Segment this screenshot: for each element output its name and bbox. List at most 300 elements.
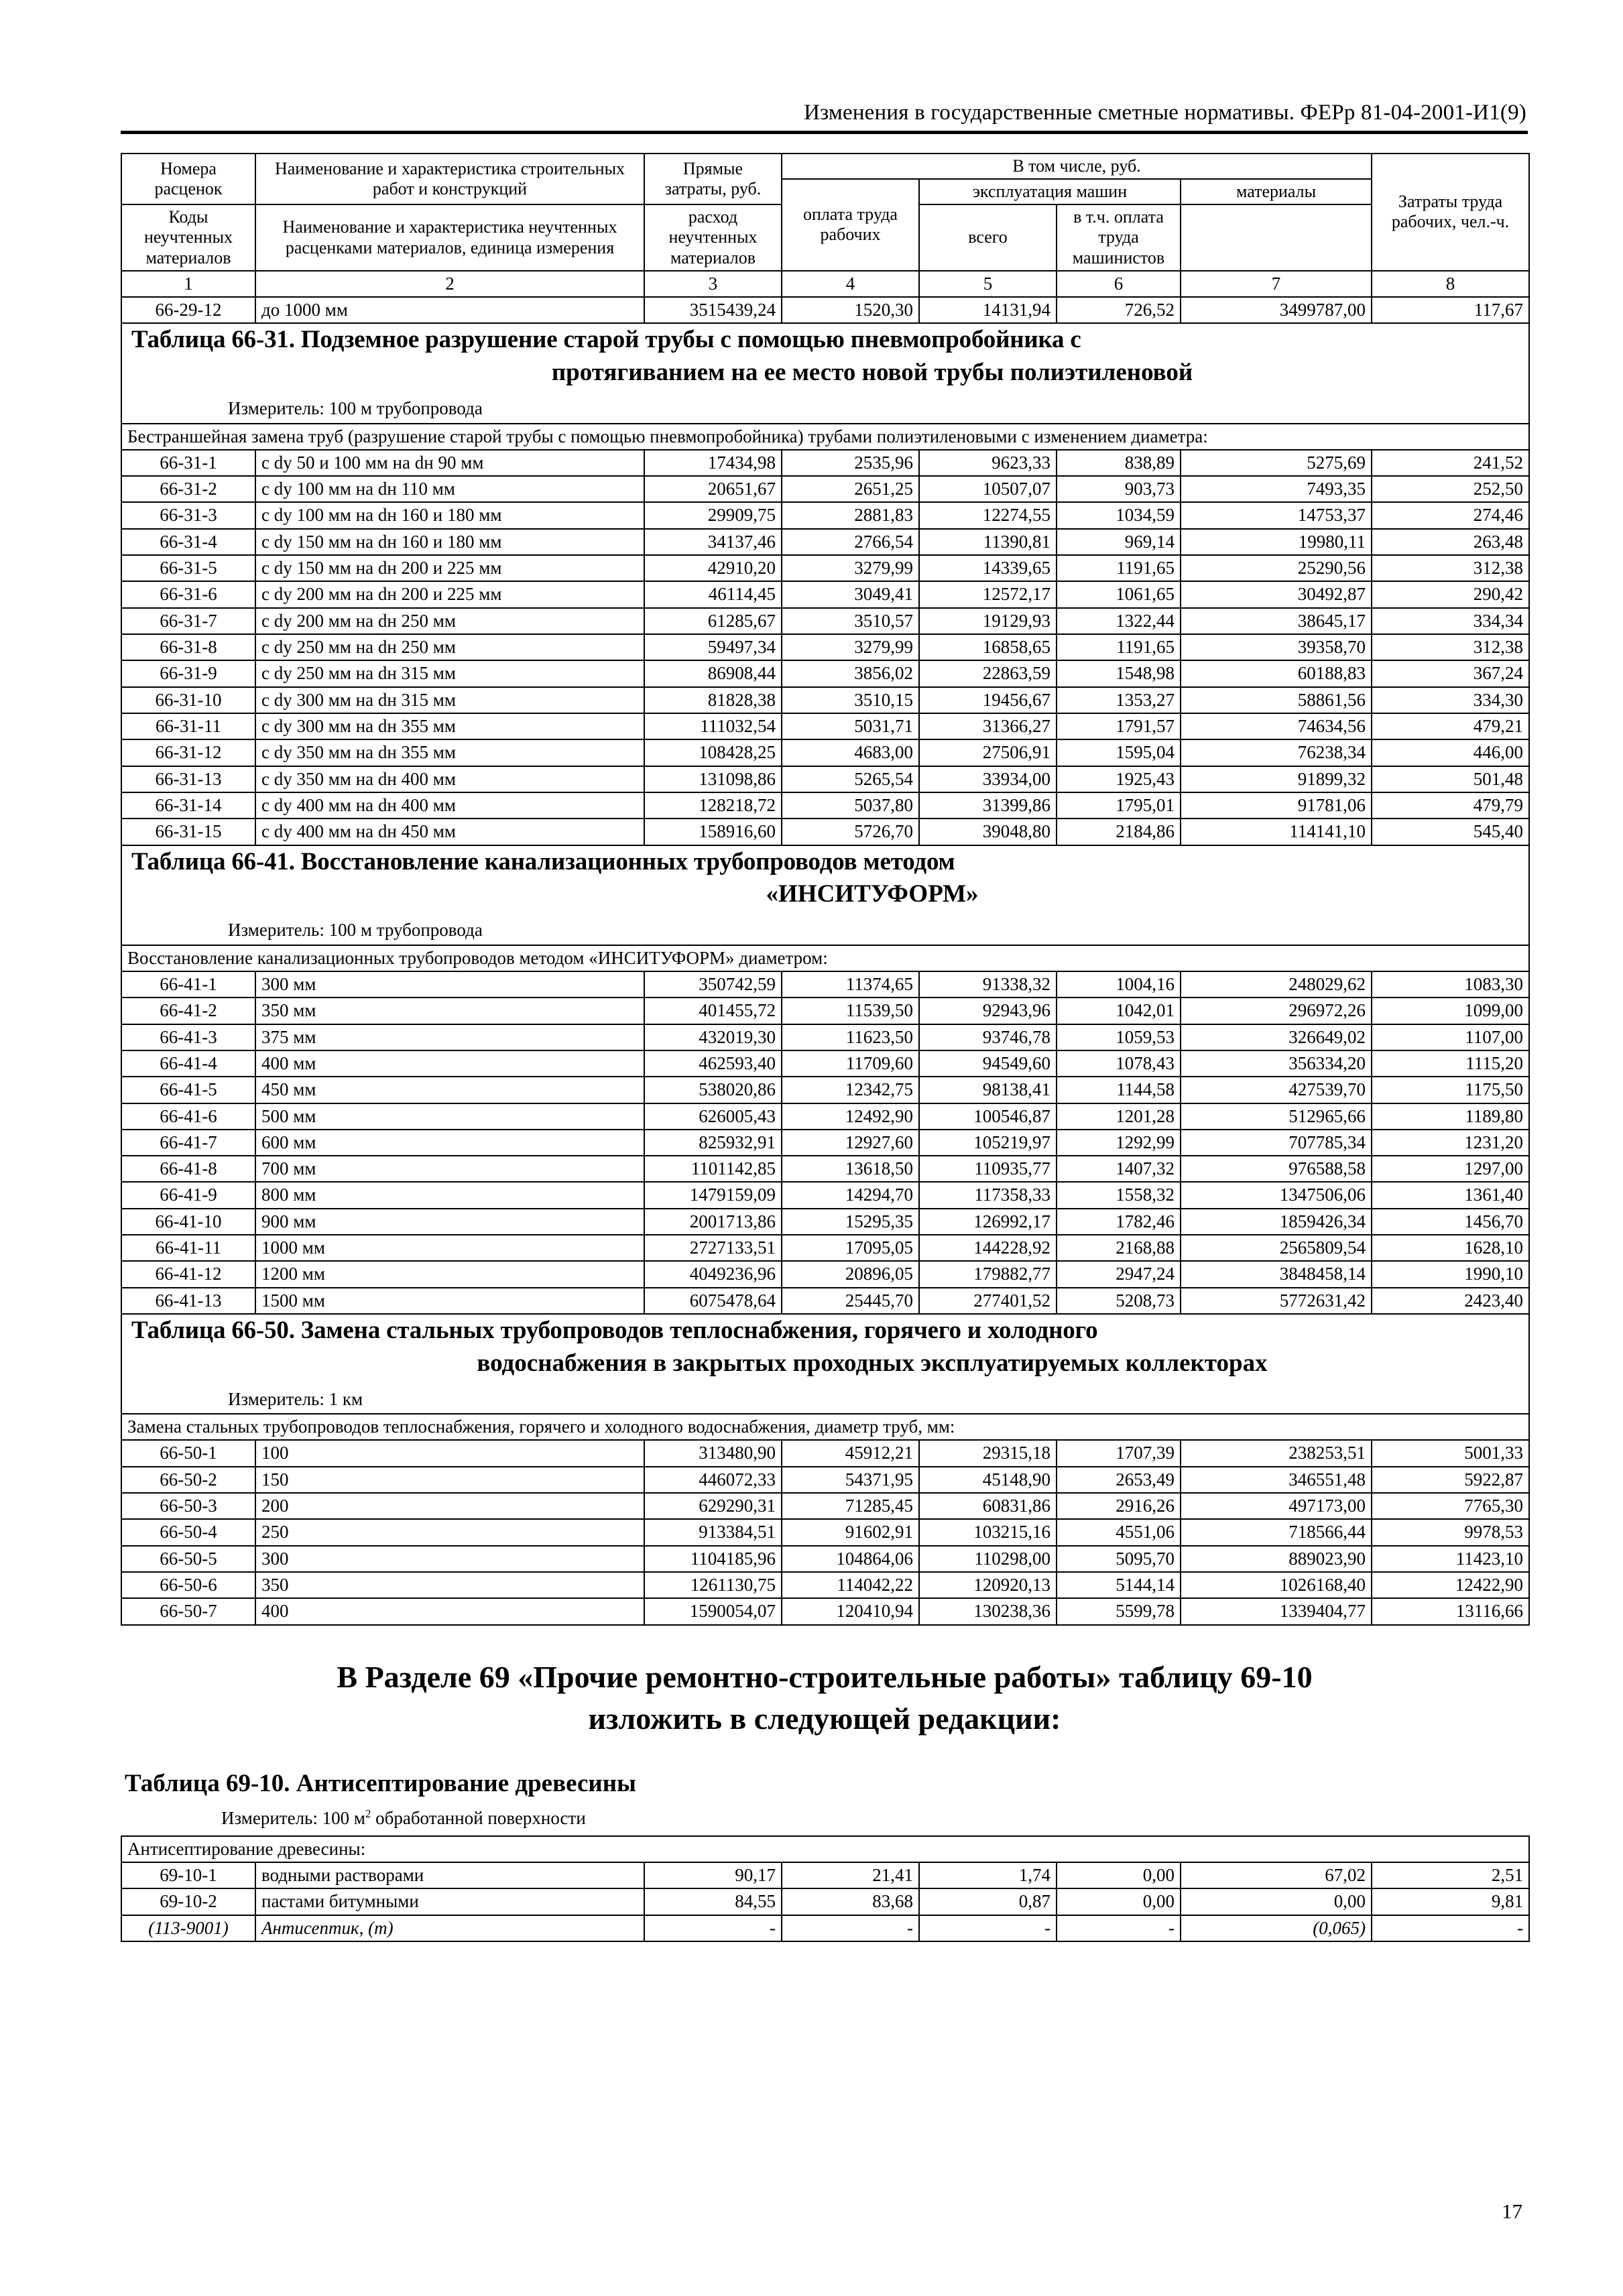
table-meter: Измеритель: 100 м трубопровода	[228, 920, 483, 941]
rate-value-v4: 3510,57	[782, 608, 919, 634]
rate-value-v5: 98138,41	[919, 1077, 1057, 1103]
table-row	[121, 1888, 1529, 1915]
rate-value-v3: 350742,59	[644, 971, 782, 998]
material-row	[121, 1915, 1529, 1941]
rate-value-v6: 969,14	[1057, 529, 1181, 555]
rate-value-v3: 1104185,96	[644, 1546, 782, 1572]
header-material-name: Наименование и характеристика неучтенных расценками материалов, единица измерения	[255, 204, 644, 270]
rate-value-v7: 91781,06	[1181, 792, 1372, 819]
rate-value-v6: 903,73	[1057, 476, 1181, 502]
rate-code: 66-41-9	[121, 1182, 255, 1208]
rate-value-v4: 3049,41	[782, 581, 919, 607]
rate-value-v8: 1083,30	[1372, 971, 1529, 998]
rate-value-v7: 3499787,00	[1181, 297, 1372, 323]
table-row	[121, 1261, 1529, 1287]
rate-value-v3: 90,17	[644, 1862, 782, 1888]
table-title-block	[121, 323, 1529, 423]
rate-value-v5: 10507,07	[919, 476, 1057, 502]
rate-value-v3: 86908,44	[644, 660, 782, 686]
rate-value-v7: 91899,32	[1181, 766, 1372, 792]
rate-description: с dy 200 мм на dн 200 и 225 мм	[255, 581, 644, 607]
rate-value-v5: 179882,77	[919, 1261, 1057, 1287]
rate-value-v4: 5031,71	[782, 713, 919, 739]
rate-value-v8: 1628,10	[1372, 1235, 1529, 1261]
rate-value-v4: 71285,45	[782, 1493, 919, 1519]
section-notice-line1: В Разделе 69 «Прочие ремонтно-строительные работы» таблицу 69-10	[337, 1659, 1313, 1694]
rate-value-v8: 1990,10	[1372, 1261, 1529, 1287]
rate-value-v8: 2,51	[1372, 1862, 1529, 1888]
rate-value-v7: 248029,62	[1181, 971, 1372, 998]
rate-value-v5: 92943,96	[919, 998, 1057, 1024]
rate-value-v8: 117,67	[1372, 297, 1529, 323]
rate-value-v7: 74634,56	[1181, 713, 1372, 739]
rate-value-v6: 2653,49	[1057, 1467, 1181, 1493]
rate-description: 800 мм	[255, 1182, 644, 1208]
table-row	[121, 555, 1529, 581]
table-title-line1: Таблица 66-50. Замена стальных трубопроводов теплоснабжения, горячего и холодного	[131, 1317, 1098, 1345]
rate-value-v8: 1297,00	[1372, 1156, 1529, 1182]
rate-value-v8: 1175,50	[1372, 1077, 1529, 1103]
rate-code: 66-50-5	[121, 1546, 255, 1572]
column-number-4: 4	[782, 271, 919, 297]
header-group-materials: материалы	[1181, 179, 1372, 204]
rate-value-v8: 9,81	[1372, 1888, 1529, 1915]
rate-value-v8: 2423,40	[1372, 1288, 1529, 1314]
rate-value-v5: 117358,33	[919, 1182, 1057, 1208]
rate-value-v5: 100546,87	[919, 1103, 1057, 1130]
rate-value-v3: 29909,75	[644, 502, 782, 528]
rate-value-v4: 17095,05	[782, 1235, 919, 1261]
rate-value-v5: 11390,81	[919, 529, 1057, 555]
rate-value-v5: 93746,78	[919, 1024, 1057, 1050]
rate-code: 66-50-4	[121, 1519, 255, 1545]
rate-value-v3: 432019,30	[644, 1024, 782, 1050]
rate-value-v6: 1407,32	[1057, 1156, 1181, 1182]
rate-value-v4: 3279,99	[782, 634, 919, 660]
column-number-6: 6	[1057, 271, 1181, 297]
rate-code: 66-31-11	[121, 713, 255, 739]
rate-value-v6: 1791,57	[1057, 713, 1181, 739]
rate-code: 66-31-8	[121, 634, 255, 660]
rate-value-v5: 126992,17	[919, 1209, 1057, 1235]
rate-value-v5: 144228,92	[919, 1235, 1057, 1261]
rate-code: 66-50-3	[121, 1493, 255, 1519]
rate-value-v5: 19456,67	[919, 687, 1057, 713]
rate-description: с dy 250 мм на dн 250 мм	[255, 634, 644, 660]
rate-value-v7: 1347506,06	[1181, 1182, 1372, 1208]
rate-value-v4: 4683,00	[782, 739, 919, 766]
rate-value-v6: 726,52	[1057, 297, 1181, 323]
material-value-v8: -	[1372, 1915, 1529, 1941]
rate-value-v7: 512965,66	[1181, 1103, 1372, 1130]
rate-value-v6: 1795,01	[1057, 792, 1181, 819]
material-code: (113-9001)	[121, 1915, 255, 1941]
table-row	[121, 998, 1529, 1024]
table-section-description: Замена стальных трубопроводов теплоснабжения, горячего и холодного водоснабжения, диаметр труб, мм:	[121, 1414, 1529, 1440]
rate-value-v8: 9978,53	[1372, 1519, 1529, 1545]
rate-description: с dy 350 мм на dн 400 мм	[255, 766, 644, 792]
rate-value-v6: 1004,16	[1057, 971, 1181, 998]
rate-value-v4: 11709,60	[782, 1050, 919, 1077]
table-row	[121, 713, 1529, 739]
rate-description: 350	[255, 1572, 644, 1598]
rate-value-v4: 3510,15	[782, 687, 919, 713]
rate-value-v4: 14294,70	[782, 1182, 919, 1208]
rate-value-v3: 2727133,51	[644, 1235, 782, 1261]
rate-value-v8: 312,38	[1372, 634, 1529, 660]
rate-code: 66-41-13	[121, 1288, 255, 1314]
rate-value-v7: 1859426,34	[1181, 1209, 1372, 1235]
rate-value-v5: 0,87	[919, 1888, 1057, 1915]
header-group-machines: эксплуатация машин	[919, 179, 1181, 204]
rate-value-v6: 1548,98	[1057, 660, 1181, 686]
rate-value-v6: 1782,46	[1057, 1209, 1181, 1235]
rate-value-v3: 6075478,64	[644, 1288, 782, 1314]
rate-value-v5: 16858,65	[919, 634, 1057, 660]
table-title-line2: «ИНСИТУФОРМ»	[766, 880, 979, 908]
rate-value-v6: 1042,01	[1057, 998, 1181, 1024]
rate-value-v8: 1456,70	[1372, 1209, 1529, 1235]
rate-value-v3: 4049236,96	[644, 1261, 782, 1287]
rate-value-v5: 19129,93	[919, 608, 1057, 634]
rate-value-v8: 290,42	[1372, 581, 1529, 607]
rate-value-v8: 1361,40	[1372, 1182, 1529, 1208]
table-row	[121, 450, 1529, 476]
rate-description: 700 мм	[255, 1156, 644, 1182]
table-row	[121, 1467, 1529, 1493]
rate-value-v6: 1925,43	[1057, 766, 1181, 792]
rate-value-v5: 9623,33	[919, 450, 1057, 476]
table-row	[121, 529, 1529, 555]
header-rule	[121, 131, 1528, 134]
rate-value-v3: 158916,60	[644, 819, 782, 845]
rate-code: 66-31-3	[121, 502, 255, 528]
rate-code: 66-41-11	[121, 1235, 255, 1261]
rate-value-v4: 83,68	[782, 1888, 919, 1915]
table-69-10-section-description: Антисептирование древесины:	[121, 1836, 1529, 1862]
rate-description: пастами битумными	[255, 1888, 644, 1915]
rate-value-v8: 479,79	[1372, 792, 1529, 819]
rate-value-v5: 120920,13	[919, 1572, 1057, 1598]
rate-value-v7: 67,02	[1181, 1862, 1372, 1888]
rate-value-v5: 12274,55	[919, 502, 1057, 528]
rate-value-v3: 1101142,85	[644, 1156, 782, 1182]
rate-value-v7: 1026168,40	[1181, 1572, 1372, 1598]
rate-value-v4: 1520,30	[782, 297, 919, 323]
rate-value-v8: 334,34	[1372, 608, 1529, 634]
rate-value-v5: 31399,86	[919, 792, 1057, 819]
rate-value-v8: 367,24	[1372, 660, 1529, 686]
rate-value-v4: 11539,50	[782, 998, 919, 1024]
rate-value-v7: 346551,48	[1181, 1467, 1372, 1493]
running-header: Изменения в государственные сметные нормативы. ФЕРр 81-04-2001-И1(9)	[804, 101, 1526, 125]
rate-value-v4: 2535,96	[782, 450, 919, 476]
rate-value-v6: 5144,14	[1057, 1572, 1181, 1598]
rate-value-v7: 14753,37	[1181, 502, 1372, 528]
table-69-10-meter: Измеритель: 100 $м^2$ обработанной поверхности	[221, 1807, 586, 1828]
table-row	[121, 739, 1529, 766]
rate-value-v5: 22863,59	[919, 660, 1057, 686]
table-row	[121, 608, 1529, 634]
rate-value-v8: 312,38	[1372, 555, 1529, 581]
rate-value-v5: 110935,77	[919, 1156, 1057, 1182]
rate-value-v7: 707785,34	[1181, 1130, 1372, 1156]
table-row	[121, 1024, 1529, 1050]
rate-value-v7: 58861,56	[1181, 687, 1372, 713]
rate-code: 66-31-2	[121, 476, 255, 502]
rate-description: 150	[255, 1467, 644, 1493]
rate-value-v4: 2881,83	[782, 502, 919, 528]
table-row	[121, 1546, 1529, 1572]
rate-value-v3: 84,55	[644, 1888, 782, 1915]
rate-value-v6: 5599,78	[1057, 1598, 1181, 1624]
rate-value-v3: 61285,67	[644, 608, 782, 634]
rate-value-v8: 446,00	[1372, 739, 1529, 766]
table-meter: Измеритель: 100 м трубопровода	[228, 398, 483, 419]
rate-value-v5: 1,74	[919, 1862, 1057, 1888]
header-labor-costs: Затраты труда рабочих, чел.-ч.	[1372, 154, 1529, 271]
rate-value-v6: 5208,73	[1057, 1288, 1181, 1314]
rate-value-v3: 20651,67	[644, 476, 782, 502]
norms-table	[121, 153, 1530, 1626]
rate-value-v7: 296972,26	[1181, 998, 1372, 1024]
rate-description: с dy 400 мм на dн 400 мм	[255, 792, 644, 819]
rate-value-v7: 7493,35	[1181, 476, 1372, 502]
material-value-v6: -	[1057, 1915, 1181, 1941]
rate-value-v6: 1558,32	[1057, 1182, 1181, 1208]
rate-value-v4: 104864,06	[782, 1546, 919, 1572]
table-title-block	[121, 1314, 1529, 1414]
rate-code: 66-41-7	[121, 1130, 255, 1156]
rate-value-v8: 1231,20	[1372, 1130, 1529, 1156]
header-material-codes: Коды неучтенных материалов	[121, 204, 255, 270]
section-notice-line2: изложить в следующей редакции:	[588, 1701, 1061, 1736]
rate-value-v7: 718566,44	[1181, 1519, 1372, 1545]
rate-value-v4: 114042,22	[782, 1572, 919, 1598]
rate-value-v3: 128218,72	[644, 792, 782, 819]
rate-code: 66-31-1	[121, 450, 255, 476]
rate-value-v7: 0,00	[1181, 1888, 1372, 1915]
rate-value-v5: 103215,16	[919, 1519, 1057, 1545]
rate-value-v3: 42910,20	[644, 555, 782, 581]
column-number-3: 3	[644, 271, 782, 297]
rate-value-v7: 238253,51	[1181, 1440, 1372, 1466]
rate-description: 200	[255, 1493, 644, 1519]
rate-value-v8: 1107,00	[1372, 1024, 1529, 1050]
table-row	[121, 1519, 1529, 1545]
rate-code: 66-41-10	[121, 1209, 255, 1235]
rate-code: 66-41-1	[121, 971, 255, 998]
table-title-line2: протягиванием на ее место новой трубы полиэтиленовой	[551, 359, 1193, 387]
table-row	[121, 502, 1529, 528]
rate-description: 600 мм	[255, 1130, 644, 1156]
table-section-description: Восстановление канализационных трубопроводов методом «ИНСИТУФОРМ» диаметром:	[121, 945, 1529, 971]
rate-value-v7: 60188,83	[1181, 660, 1372, 686]
table-section-description: Бестраншейная замена труб (разрушение старой трубы с помощью пневмопробойника) трубами полиэтиленовыми с изменением диаметра:	[121, 424, 1529, 450]
rate-code: 66-31-10	[121, 687, 255, 713]
rate-value-v7: 497173,00	[1181, 1493, 1372, 1519]
rate-code: 66-41-8	[121, 1156, 255, 1182]
rate-value-v6: 1059,53	[1057, 1024, 1181, 1050]
rate-value-v4: 12492,90	[782, 1103, 919, 1130]
rate-value-v8: 274,46	[1372, 502, 1529, 528]
rate-description: 250	[255, 1519, 644, 1545]
rate-description: 900 мм	[255, 1209, 644, 1235]
header-machines-total: всего	[919, 204, 1057, 270]
rate-code: 66-50-7	[121, 1598, 255, 1624]
rate-code: 66-41-3	[121, 1024, 255, 1050]
rate-description: 1000 мм	[255, 1235, 644, 1261]
table-row	[121, 660, 1529, 686]
rate-value-v5: 277401,52	[919, 1288, 1057, 1314]
rate-value-v8: 5001,33	[1372, 1440, 1529, 1466]
rate-value-v5: 39048,80	[919, 819, 1057, 845]
rate-description: 500 мм	[255, 1103, 644, 1130]
rate-value-v5: 27506,91	[919, 739, 1057, 766]
rate-value-v8: 479,21	[1372, 713, 1529, 739]
column-number-7: 7	[1181, 271, 1372, 297]
rate-value-v3: 538020,86	[644, 1077, 782, 1103]
rate-value-v6: 1078,43	[1057, 1050, 1181, 1077]
rate-value-v8: 252,50	[1372, 476, 1529, 502]
rate-value-v4: 91602,91	[782, 1519, 919, 1545]
rate-value-v6: 2916,26	[1057, 1493, 1181, 1519]
rate-description: с dy 150 мм на dн 160 и 180 мм	[255, 529, 644, 555]
rate-value-v6: 1201,28	[1057, 1103, 1181, 1130]
rate-code: 66-31-4	[121, 529, 255, 555]
rate-value-v4: 12342,75	[782, 1077, 919, 1103]
rate-value-v7: 39358,70	[1181, 634, 1372, 660]
rate-value-v7: 427539,70	[1181, 1077, 1372, 1103]
header-unaccounted-materials: расход неучтенных материалов	[644, 204, 782, 270]
rate-value-v6: 2184,86	[1057, 819, 1181, 845]
rate-value-v6: 1322,44	[1057, 608, 1181, 634]
rate-value-v7: 356334,20	[1181, 1050, 1372, 1077]
rate-code: 66-41-2	[121, 998, 255, 1024]
meter-superscript: 2	[365, 1807, 371, 1820]
material-name: Антисептик, (т)	[255, 1915, 644, 1941]
rate-code: 66-29-12	[121, 297, 255, 323]
rate-value-v6: 1707,39	[1057, 1440, 1181, 1466]
rate-value-v8: 1189,80	[1372, 1103, 1529, 1130]
rate-value-v4: 3856,02	[782, 660, 919, 686]
table-row	[121, 1440, 1529, 1466]
table-row	[121, 1156, 1529, 1182]
rate-code: 66-31-5	[121, 555, 255, 581]
rate-value-v7: 3848458,14	[1181, 1261, 1372, 1287]
rate-code: 66-31-9	[121, 660, 255, 686]
rate-description: с dy 350 мм на dн 355 мм	[255, 739, 644, 766]
rate-value-v5: 14339,65	[919, 555, 1057, 581]
rate-code: 66-50-2	[121, 1467, 255, 1493]
rate-value-v8: 13116,66	[1372, 1598, 1529, 1624]
rate-value-v5: 60831,86	[919, 1493, 1057, 1519]
rate-code: 66-31-6	[121, 581, 255, 607]
material-value-v3: -	[644, 1915, 782, 1941]
rate-value-v3: 108428,25	[644, 739, 782, 766]
rate-value-v8: 334,30	[1372, 687, 1529, 713]
table-row	[121, 766, 1529, 792]
rate-description: с dy 250 мм на dн 315 мм	[255, 660, 644, 686]
rate-value-v7: 889023,90	[1181, 1546, 1372, 1572]
rate-value-v3: 1590054,07	[644, 1598, 782, 1624]
rate-value-v8: 12422,90	[1372, 1572, 1529, 1598]
rate-value-v5: 12572,17	[919, 581, 1057, 607]
table-row	[121, 1077, 1529, 1103]
rate-description: 100	[255, 1440, 644, 1466]
rate-value-v6: 1191,65	[1057, 634, 1181, 660]
rate-value-v5: 94549,60	[919, 1050, 1057, 1077]
rate-value-v5: 105219,97	[919, 1130, 1057, 1156]
rate-value-v3: 131098,86	[644, 766, 782, 792]
table-row	[121, 1209, 1529, 1235]
rate-description: с dy 300 мм на dн 315 мм	[255, 687, 644, 713]
rate-value-v3: 446072,33	[644, 1467, 782, 1493]
rate-value-v8: 241,52	[1372, 450, 1529, 476]
rate-value-v5: 33934,00	[919, 766, 1057, 792]
table-title-line2: водоснабжения в закрытых проходных эксплуатируемых коллекторах	[477, 1349, 1268, 1377]
rate-value-v4: 54371,95	[782, 1467, 919, 1493]
rate-value-v3: 3515439,24	[644, 297, 782, 323]
rate-value-v8: 5922,87	[1372, 1467, 1529, 1493]
column-number-1: 1	[121, 271, 255, 297]
rate-value-v6: 1353,27	[1057, 687, 1181, 713]
column-number-5: 5	[919, 271, 1057, 297]
rate-description: 375 мм	[255, 1024, 644, 1050]
rate-value-v3: 17434,98	[644, 450, 782, 476]
rate-value-v4: 5265,54	[782, 766, 919, 792]
page-number: 17	[1502, 2199, 1522, 2223]
rate-code: 66-41-6	[121, 1103, 255, 1130]
table-row	[121, 476, 1529, 502]
rate-description: 1200 мм	[255, 1261, 644, 1287]
rate-value-v8: 1115,20	[1372, 1050, 1529, 1077]
table-row	[121, 1598, 1529, 1624]
rate-description: с dy 50 и 100 мм на dн 90 мм	[255, 450, 644, 476]
table-title-line1: Таблица 66-31. Подземное разрушение старой трубы с помощью пневмопробойника с	[131, 326, 1081, 354]
rate-description: 400 мм	[255, 1050, 644, 1077]
rate-code: 66-31-7	[121, 608, 255, 634]
table-row	[121, 634, 1529, 660]
rate-value-v6: 838,89	[1057, 450, 1181, 476]
rate-description: с dy 200 мм на dн 250 мм	[255, 608, 644, 634]
rate-code: 66-31-13	[121, 766, 255, 792]
material-value-v4: -	[782, 1915, 919, 1941]
table-row	[121, 1103, 1529, 1130]
rate-value-v7: 25290,56	[1181, 555, 1372, 581]
rate-value-v6: 1061,65	[1057, 581, 1181, 607]
rate-value-v4: 12927,60	[782, 1130, 919, 1156]
rate-value-v6: 1034,59	[1057, 502, 1181, 528]
column-number-8: 8	[1372, 271, 1529, 297]
rate-description: с dy 150 мм на dн 200 и 225 мм	[255, 555, 644, 581]
header-group-including: В том числе, руб.	[782, 154, 1372, 179]
rate-value-v6: 1292,99	[1057, 1130, 1181, 1156]
rate-code: 69-10-1	[121, 1862, 255, 1888]
table-row	[121, 1235, 1529, 1261]
rate-description: 350 мм	[255, 998, 644, 1024]
rate-description: с dy 300 мм на dн 355 мм	[255, 713, 644, 739]
table-row	[121, 1050, 1529, 1077]
table-row	[121, 1572, 1529, 1598]
rate-value-v3: 313480,90	[644, 1440, 782, 1466]
rate-description: 450 мм	[255, 1077, 644, 1103]
rate-value-v6: 1595,04	[1057, 739, 1181, 766]
rate-value-v4: 25445,70	[782, 1288, 919, 1314]
rate-value-v5: 130238,36	[919, 1598, 1057, 1624]
rate-value-v5: 45148,90	[919, 1467, 1057, 1493]
rate-code: 66-50-1	[121, 1440, 255, 1466]
